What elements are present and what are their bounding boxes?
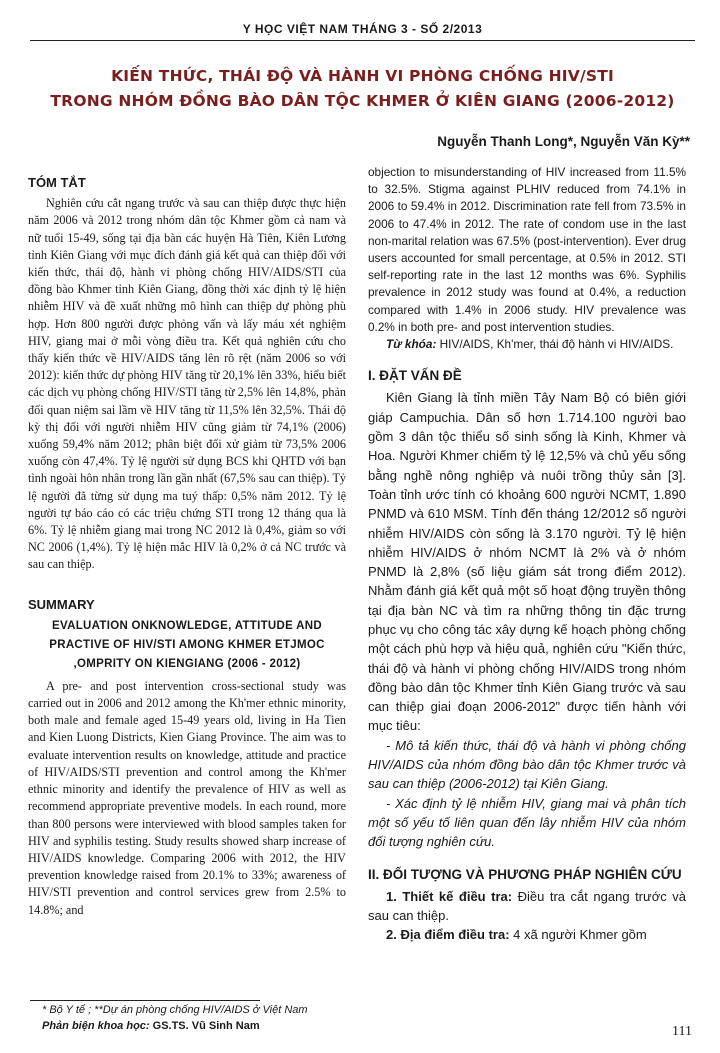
- objective-1: - Mô tả kiến thức, thái độ và hành vi phòng chống HIV/AIDS của nhóm đồng bào dân tộc Khmer trước và sau can thiệp (2006-2012) tại Kiên Giang.: [368, 737, 686, 792]
- item2-label: 2. Địa điểm điều tra:: [386, 927, 510, 943]
- title-line-2: TRONG NHÓM ĐỒNG BÀO DÂN TỘC KHMER Ở KIÊN GIANG (2006-2012): [50, 92, 675, 110]
- abstract-vi-text: Nghiên cứu cắt ngang trước và sau can thiệp được thực hiện năm 2006 và 2012 trong nhóm dân tộc Khmer gồm cả nam và nữ tuổi 15-49, sống tại địa bàn các huyện Hà Tiên, Kiên Lương tỉnh Kiên Giang với mục đích đánh giá kết quả can thiệp đối với kiến thức, thái độ, hành vi phòng chống HIV/AIDS/STI của đồng bào Khmer tỉnh Kiên Giang, đồng thời xác định tỷ lệ hiện nhiễm HIV và đề xuất những mô hình can thiệp dự phòng phù hợp. Hơn 800 người được phỏng vấn và lấy máu xét nghiệm HIV, giang mai ở mỗi vòng điều tra. Kết quả nghiên cứu cho thấy kiến thức về HIV/AIDS tăng lên rõ rệt (năm 2006 so với 2012): kiến thức dự phòng HIV tăng từ 20,1% lên 33%, hiểu biết các dịch vụ phòng chống HIV/STI tăng từ 2,5% lên 14,8%, phản đối quan niệm sai lầm về HIV tăng từ 11,5% lên 32,5%. Thái độ kỳ thị đối với người nhiễm HIV cũng giảm từ 74,1% (2006) xuống 59,4% năm 2012; phân biệt đối xử giảm từ 73,5% 2006 xuống còn 47,4%. Tỷ lệ người sử dụng BCS khi QHTD với bạn tình ngoài hôn nhân trong lần gần nhất (67,5% sau can thiệp). Tỷ lệ người đã từng sử dụng ma tuý thấp: 0,5% năm 2012. Tỷ lệ người tự báo cáo có các triệu chứng STI trong 12 tháng qua là 6%. Tỷ lệ nhiễm giang mai trong NC 2012 là 0,4%, giảm so với NC 2006 (1,4%). Tỷ lệ hiện mắc HIV là 0,2% ở cả NC trước và sau can thiệp.: [28, 196, 346, 572]
- section1-text: Kiên Giang là tỉnh miền Tây Nam Bộ có biên giới giáp Campuchia. Dân số hơn 1.714.100 người bao gồm 3 dân tộc thiểu số sinh sống là Kinh, Khmer và Hoa. Người Khmer chiếm tỷ lệ 12,5% và chủ yếu sống bằng nghề nông nghiệp và nuôi trồng thủy sản [3]. Toàn tỉnh ước tính có khoảng 600 người NCMT, 1.890 PNMD và 610 MSM. Tính đến tháng 12/2012 số người nhiễm HIV/AIDS còn sống là 3.170 người. Tỷ lệ hiện nhiễm HIV/AIDS ở nhóm NCMT là 2% và ở nhóm PNMD là 2,8% (số liệu giám sát trong điểm 2012). Nhằm đánh giá kết quả một số hoạt động truyền thông tại địa bàn NC và tìm ra những thông tin đặc trưng phục vụ cho công tác xây dựng kế hoạch phòng chống một cách phù hợp và hiệu quả, nghiên cứu "Kiến thức, thái độ và hành vi phòng chống HIV/AIDS trong nhóm đồng bào dân tộc Khmer tỉnh Kiên Giang trước và sau can thiệp giai đoạn 2006-2012" được tiến hành với mục tiêu:: [368, 390, 686, 734]
- section2-item-2: [368, 925, 686, 944]
- section1-heading: I. ĐẶT VẤN ĐỀ: [368, 368, 462, 384]
- left-column: [28, 164, 346, 1004]
- item1-label: 1. Thiết kế điều tra:: [386, 888, 513, 904]
- summary-text-right: objection to misunderstanding of HIV increased from 11.5% to 32.5%. Stigma against PLHIV reduced from 74.1% in 2006 to 59.4% in 2012. Discrimination rate fell from 73.5% in 2006 to 47.4% in 2012. The rate of condom use in the last non-marital relation was 67.5% (post-intervention). Ever drug users accounted for small percentage, at 0.5% in 2012. STI self-reporting rate in the last 12 months was 6%. Syphilis prevalence in 2012 study was found at 0.4%, a reduction compared with 1.4% in 2006 study. HIV prevalence was 0.2% in both pre- and post intervention studies.: [368, 165, 686, 334]
- summary-heading: SUMMARY: [28, 596, 95, 612]
- item2-text: 4 xã người Khmer gồm: [513, 927, 647, 943]
- right-column: [368, 164, 686, 1004]
- reviewer-name: GS.TS. Vũ Sinh Nam: [152, 1020, 260, 1032]
- footnote-rule: [30, 1000, 260, 1001]
- section2-item-1: [368, 887, 686, 926]
- header-rule: [30, 40, 695, 41]
- spacer: [28, 574, 346, 586]
- page-number: 111: [672, 1024, 692, 1039]
- summary-title: EVALUATION ONKNOWLEDGE, ATTITUDE AND PRACTIVE OF HIV/STI AMONG KHMER ETJMOC ,OMPRITY ON KIENGIANG (2006 - 2012): [49, 619, 325, 670]
- keywords-text: HIV/AIDS, Kh'mer, thái độ hành vi HIV/AIDS.: [439, 337, 674, 352]
- reviewer-label: Phản biện khoa học:: [42, 1020, 150, 1032]
- title-line-1: KIẾN THỨC, THÁI ĐỘ VÀ HÀNH VI PHÒNG CHỐNG HIV/STI: [111, 67, 614, 85]
- item1-text: Điều tra cắt ngang trước và sau can thiệp.: [368, 888, 686, 924]
- keywords-label: Từ khóa:: [386, 337, 437, 352]
- running-head: Y HỌC VIỆT NAM THÁNG 3 - SỐ 2/2013: [242, 22, 483, 36]
- summary-text-left: A pre- and post intervention cross-sectional study was carried out in 2006 and 2012 among the Kh'mer ethnic minority, both male and female aged 15-49 years old, living in Ha Tien and Kien Luong Districts, Kien Giang Province. The aim was to evaluate intervention results on knowledge, attitude and practice of HIV/AIDS/STI prevention and control among the Kh'mer ethnic minority and identify the prevalence of HIV as well as recommend appropriate preventive models. In each round, more than 800 persons were interviewed with blood samples taken for HIV and syphilis testing. Study results showed sharp increase of HIV/AIDS knowledge. Comparing 2006 with 2012, the HIV prevention knowledge raised from 20.1% to 33%; awareness of HIV/STI prevention and control services grew from 2.5% to 14.8%; and: [28, 678, 346, 917]
- footnote-affiliations: * Bộ Y tế ; **Dự án phòng chống HIV/AIDS ở Việt Nam: [42, 1004, 308, 1016]
- authors: Nguyễn Thanh Long*, Nguyễn Văn Kỳ**: [437, 134, 690, 149]
- article-title: [30, 64, 695, 114]
- section2-heading: II. ĐỐI TƯỢNG VÀ PHƯƠNG PHÁP NGHIÊN CỨU: [368, 866, 682, 882]
- abstract-vi-heading: TÓM TẮT: [28, 175, 86, 190]
- objective-2: - Xác định tỷ lệ nhiễm HIV, giang mai và phân tích một số yếu tố liên quan đến lây nhiễm HIV của nhóm đối tượng nghiên cứu.: [368, 795, 686, 850]
- keywords-line: [368, 336, 686, 353]
- footnote-reviewer: [42, 1020, 260, 1032]
